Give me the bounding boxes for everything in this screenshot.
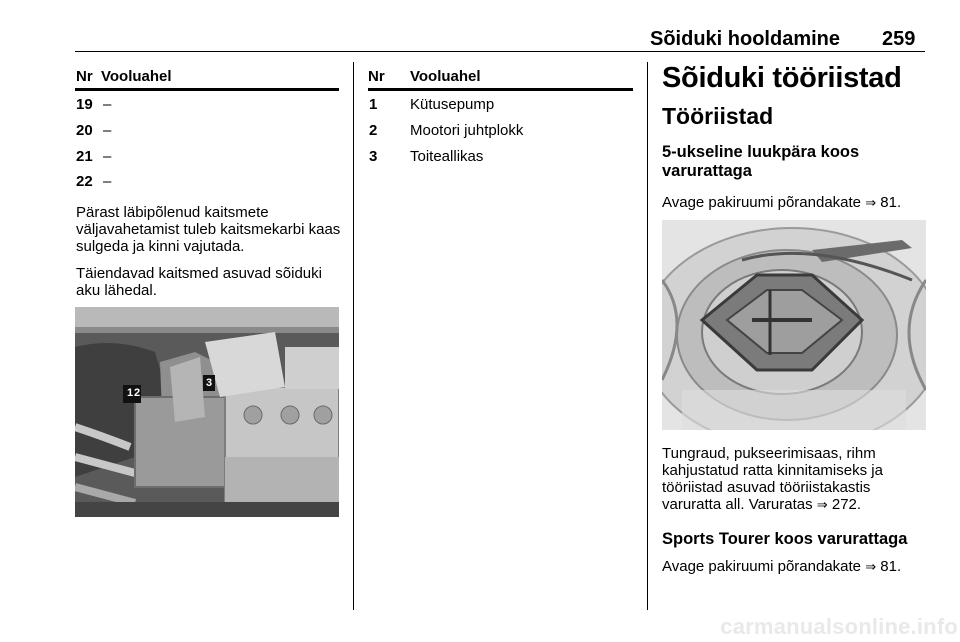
photo-label-3: 3 [206, 377, 213, 389]
watermark-url: carmanualsonline.info [720, 614, 958, 639]
circuit-name: Mootori juhtplokk [410, 122, 524, 139]
spare-wheel-toolkit-photo [662, 220, 926, 430]
fuse-nr: 22 [76, 173, 93, 190]
page-ref-link[interactable]: 81. [880, 194, 902, 211]
table-header-nr: Nr [368, 68, 385, 85]
circuit-nr: 2 [369, 122, 378, 139]
circuit-name: Toiteallikas [410, 148, 484, 165]
fuse-circuit: – [103, 148, 112, 165]
paragraph-tool-location [662, 445, 922, 513]
text-tool-location: Tungraud, pukseerimisaas, rihm kahjustatud ratta kinnitamiseks ja tööriistad asuvad tööriistakastis varuratta all. Varuratas [662, 445, 883, 513]
fuse-circuit: – [103, 122, 112, 139]
page-ref-link[interactable]: 272. [831, 496, 862, 513]
column-divider-right [647, 62, 648, 610]
photo-label-1: 1 [127, 387, 134, 399]
table-header-circuit: Vooluahel [101, 68, 172, 85]
text-open-floor: Avage pakiruumi põrandakate [662, 194, 862, 211]
table-header-circuit: Vooluahel [410, 68, 481, 85]
text-open-floor: Avage pakiruumi põrandakate [662, 558, 862, 575]
fuse-circuit: – [103, 173, 112, 190]
page-ref-arrow-icon: ⇒ [816, 497, 828, 512]
heading-hatchback: 5-ukseline luukpära koos varurattaga [662, 143, 860, 180]
column-divider-left [353, 62, 354, 610]
page-ref-arrow-icon: ⇒ [865, 195, 877, 210]
paragraph-extra-fuses: Täiendavad kaitsmed asuvad sõiduki aku lähedal. [76, 265, 322, 299]
header-rule [75, 51, 925, 52]
fuse-nr: 19 [76, 96, 93, 113]
fuse-nr: 20 [76, 122, 93, 139]
circuit-nr: 1 [369, 96, 378, 113]
heading-sports-tourer: Sports Tourer koos varurattaga [662, 530, 908, 548]
battery-fuse-photo [75, 307, 339, 517]
circuit-name: Kütusepump [410, 96, 495, 113]
table-header-rule [75, 88, 339, 91]
running-header-title: Sõiduki hooldamine [649, 28, 840, 50]
circuit-nr: 3 [369, 148, 378, 165]
page-ref-link[interactable]: 81. [880, 558, 902, 575]
subsection-title: Tööriistad [662, 103, 774, 129]
table-header-rule [368, 88, 633, 91]
fuse-circuit: – [103, 96, 112, 113]
page-number: 259 [882, 28, 916, 50]
photo-label-2: 2 [134, 387, 141, 399]
paragraph-fuse-lid: Pärast läbipõlenud kaitsmete väljavahetamist tuleb kaitsmekarbi kaas sulgeda ja kinni vajutada. [76, 204, 341, 255]
section-title: Sõiduki tööriistad [662, 62, 902, 94]
paragraph-open-floor [662, 194, 927, 211]
fuse-nr: 21 [76, 148, 93, 165]
page-ref-arrow-icon: ⇒ [865, 559, 877, 574]
paragraph-open-floor-tourer [662, 558, 927, 575]
table-header-nr: Nr [76, 68, 93, 85]
